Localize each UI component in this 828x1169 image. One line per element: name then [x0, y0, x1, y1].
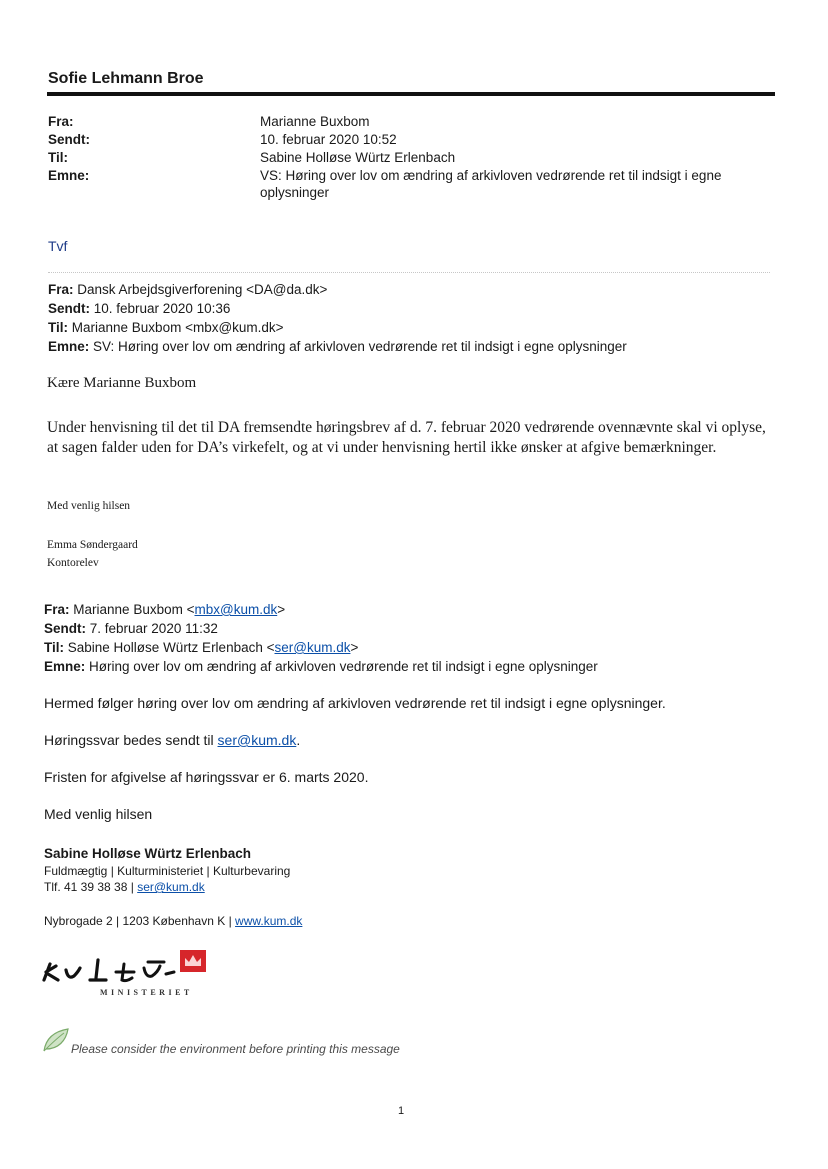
original-to-name: Sabine Holløse Würtz Erlenbach <: [67, 640, 275, 655]
header-rule: [47, 92, 775, 96]
reply-from-line: [48, 280, 327, 299]
original-paragraph-2-text: Høringssvar bedes sendt til: [44, 732, 218, 748]
original-to-close: >: [350, 640, 359, 655]
forward-note: Tvf: [48, 238, 68, 254]
signature-phone: Tlf. 41 39 38 38 |: [44, 880, 138, 894]
leaf-icon: [40, 1025, 70, 1055]
outer-subject-value: VS: Høring over lov om ændring af arkivloven vedrørende ret til indsigt i egne oplysninger: [260, 168, 722, 200]
reply-to-label: Til:: [48, 320, 68, 335]
original-paragraph-2-end: .: [296, 732, 301, 748]
original-to-line: [44, 638, 358, 657]
reply-email-link[interactable]: ser@kum.dk: [217, 732, 297, 748]
reply-from-label: Fra:: [48, 282, 74, 297]
outer-to-label: Til:: [48, 150, 68, 165]
signature-phone-line: [44, 880, 205, 894]
reply-signer: Emma Søndergaard: [47, 539, 138, 551]
original-from-name: Marianne Buxbom <: [73, 602, 195, 617]
signature-address: Nybrogade 2 | 1203 København K |: [44, 914, 236, 928]
reply-subject-line: [48, 337, 627, 356]
original-subject-label: Emne:: [44, 659, 86, 674]
original-from-label: Fra:: [44, 602, 70, 617]
reply-subject-value: SV: Høring over lov om ændring af arkivloven vedrørende ret til indsigt i egne oplysninger: [93, 339, 627, 354]
signature-address-line: [44, 914, 302, 928]
reply-signer-title: Kontorelev: [47, 557, 99, 569]
original-paragraph-1: Hermed følger høring over lov om ændring af arkivloven vedrørende ret til indsigt i egne oplysninger.: [44, 695, 666, 711]
reply-text: Under henvisning til det til DA fremsendte høringsbrev af d. 7. februar 2020 vedrørende ovennævnte skal vi oplyse, at sagen falder uden for DA’s virkefelt, og at vi under henvisning hertil ikke ønsker at afgive bemærkninger.: [47, 419, 766, 456]
original-sent-value: 7. februar 2020 11:32: [89, 621, 218, 636]
kulturministeriet-logo: [40, 950, 260, 1000]
website-link[interactable]: www.kum.dk: [235, 914, 303, 928]
mailbox-owner-name: Sofie Lehmann Broe: [48, 70, 204, 87]
original-closing: Med venlig hilsen: [44, 806, 153, 822]
reply-to-line: [48, 318, 284, 337]
logo-subtitle: MINISTERIET: [100, 988, 193, 997]
original-from-line: [44, 600, 285, 619]
outer-from-value: Marianne Buxbom: [260, 114, 370, 129]
page-number: 1: [398, 1105, 405, 1117]
signature-name: Sabine Holløse Würtz Erlenbach: [44, 846, 252, 861]
reply-to-value: Marianne Buxbom <mbx@kum.dk>: [71, 320, 284, 335]
original-subject-value: Høring over lov om ændring af arkivloven vedrørende ret til indsigt i egne oplysninger: [89, 659, 598, 674]
signature-email-link[interactable]: ser@kum.dk: [137, 880, 205, 894]
separator: [48, 272, 770, 273]
original-paragraph-2: [44, 732, 300, 748]
outer-sent-label: Sendt:: [48, 132, 90, 147]
original-paragraph-3: Fristen for afgivelse af høringssvar er 6. marts 2020.: [44, 769, 369, 785]
reply-subject-label: Emne:: [48, 339, 90, 354]
reply-from-value: Dansk Arbejdsgiverforening <DA@da.dk>: [77, 282, 328, 297]
reply-sent-value: 10. februar 2020 10:36: [93, 301, 231, 316]
original-from-email-link[interactable]: mbx@kum.dk: [194, 602, 278, 617]
reply-sent-label: Sendt:: [48, 301, 90, 316]
original-sent-label: Sendt:: [44, 621, 86, 636]
reply-greeting: Kære Marianne Buxbom: [47, 375, 197, 391]
original-to-email-link[interactable]: ser@kum.dk: [274, 640, 351, 655]
environment-note: Please consider the environment before printing this message: [71, 1042, 400, 1056]
original-subject-line: [44, 657, 598, 676]
reply-closing: Med venlig hilsen: [47, 500, 131, 512]
original-sent-line: [44, 619, 218, 638]
signature-role: Fuldmægtig | Kulturministeriet | Kulturbevaring: [44, 864, 291, 878]
outer-sent-value: 10. februar 2020 10:52: [260, 132, 397, 147]
outer-subject-label: Emne:: [48, 168, 90, 183]
outer-from-label: Fra:: [48, 114, 74, 129]
outer-to-value: Sabine Holløse Würtz Erlenbach: [260, 150, 456, 165]
original-from-close: >: [277, 602, 286, 617]
original-to-label: Til:: [44, 640, 64, 655]
reply-sent-line: [48, 299, 230, 318]
